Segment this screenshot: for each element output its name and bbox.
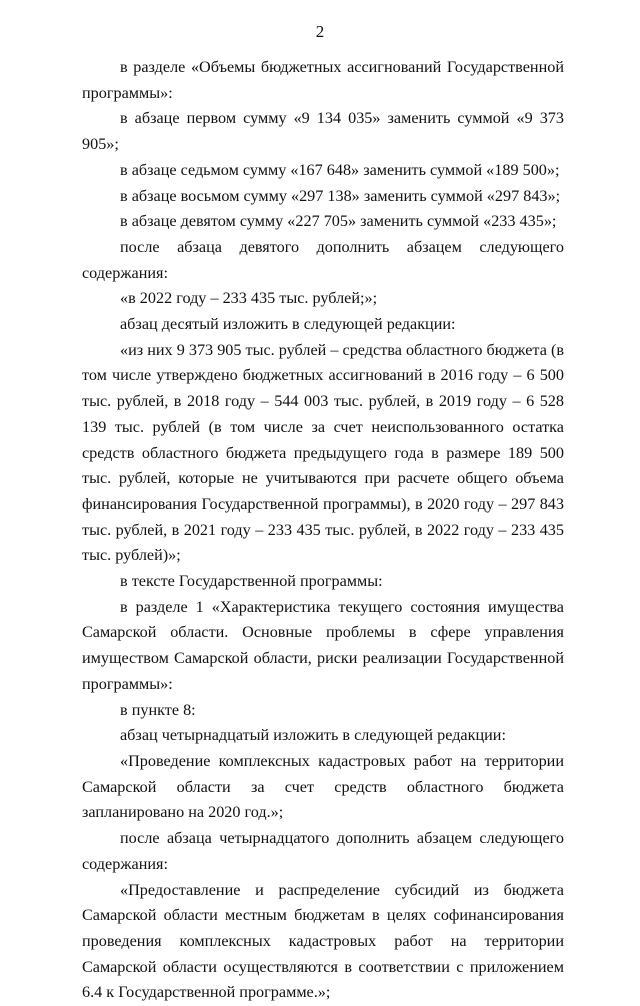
paragraph-add-after-fourteenth: после абзаца четырнадцатого дополнить абзацем следующего содержания:: [82, 826, 564, 877]
paragraph-section-1: в разделе 1 «Характеристика текущего состояния имущества Самарской области. Основные проблемы в сфере управления имуществом Самарской области, риски реализации Государственной программы»:: [82, 595, 564, 698]
paragraph-cadastral-works: «Проведение комплексных кадастровых работ на территории Самарской области за счет средств областного бюджета запланировано на 2020 год.»;: [82, 749, 564, 826]
page-number: 2: [0, 22, 640, 42]
paragraph-tenth-abzac: абзац десятый изложить в следующей редакции:: [82, 312, 564, 338]
document-body: [82, 55, 564, 1006]
paragraph-point-8: в пункте 8:: [82, 698, 564, 724]
paragraph-fourteenth-abzac: абзац четырнадцатый изложить в следующей редакции:: [82, 723, 564, 749]
paragraph-seventh-abzac: в абзаце седьмом сумму «167 648» заменить суммой «189 500»;: [82, 158, 564, 184]
paragraph-add-after-ninth: после абзаца девятого дополнить абзацем следующего содержания:: [82, 235, 564, 286]
paragraph-subsidies: «Предоставление и распределение субсидий из бюджета Самарской области местным бюджетам в целях софинансирования проведения комплексных кадастровых работ на территории Самарской области осуществляются в соответствии с приложением 6.4 к Государственной программе.»;: [82, 878, 564, 1006]
paragraph-ninth-abzac: в абзаце девятом сумму «227 705» заменить суммой «233 435»;: [82, 209, 564, 235]
paragraph-first-abzac: в абзаце первом сумму «9 134 035» заменить суммой «9 373 905»;: [82, 106, 564, 157]
paragraph-year-2022: «в 2022 году – 233 435 тыс. рублей;»;: [82, 286, 564, 312]
paragraph-section-volumes: в разделе «Объемы бюджетных ассигнований Государственной программы»:: [82, 55, 564, 106]
paragraph-budget-details: «из них 9 373 905 тыс. рублей – средства областного бюджета (в том числе утверждено бюджетных ассигнований в 2016 году – 6 500 тыс. рублей, в 2018 году – 544 003 тыс. рублей, в 2019 году – 6 528 139 тыс. рублей (в том числе за счет неиспользованного остатка средств областного бюджета предыдущего года в размере 189 500 тыс. рублей, которые не учитываются при расчете общего объема финансирования Государственной программы), в 2020 году – 297 843 тыс. рублей, в 2021 году – 233 435 тыс. рублей, в 2022 году – 233 435 тыс. рублей)»;: [82, 338, 564, 569]
paragraph-program-text: в тексте Государственной программы:: [82, 569, 564, 595]
paragraph-eighth-abzac: в абзаце восьмом сумму «297 138» заменить суммой «297 843»;: [82, 184, 564, 210]
